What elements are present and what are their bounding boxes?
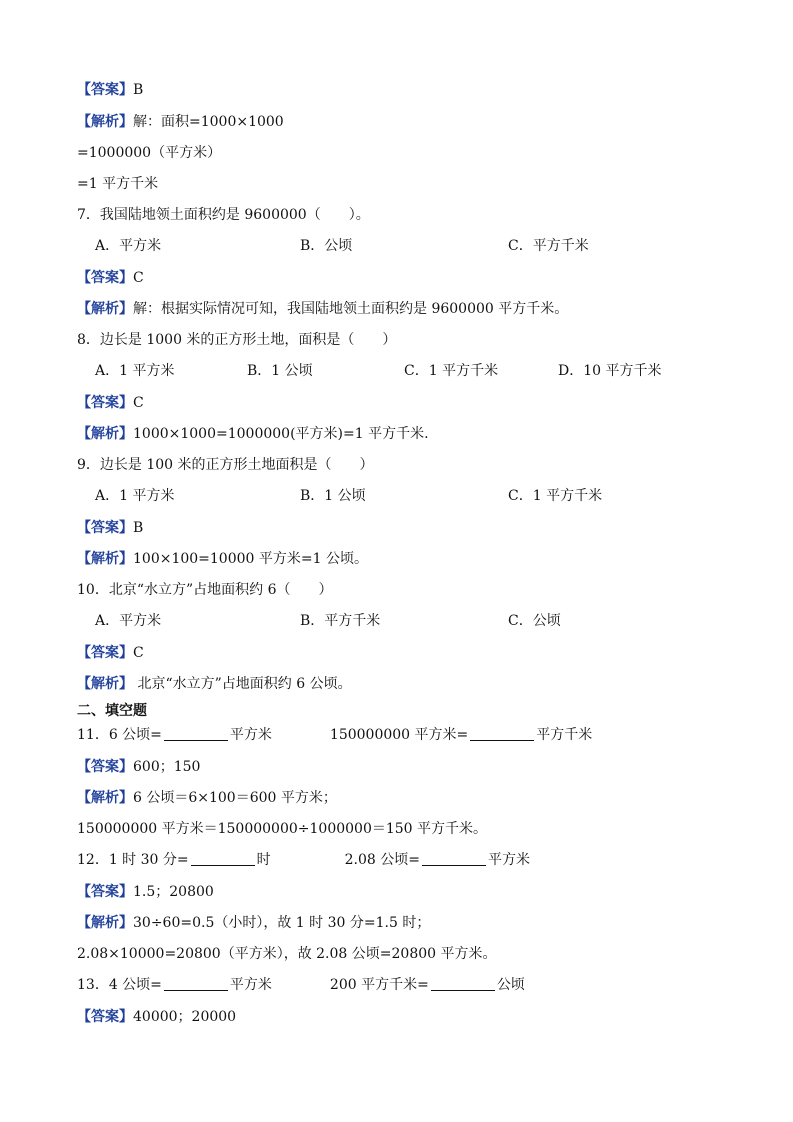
q9-option-b[interactable]: B．1 公顷 bbox=[300, 488, 366, 504]
top-answer: 【答案】B bbox=[77, 82, 144, 98]
q10-analysis: 【解析】 北京“水立方”占地面积约 6 公顷。 bbox=[77, 676, 352, 692]
top-analysis-line3: =1 平方千米 bbox=[77, 176, 159, 192]
q11-blank-1[interactable] bbox=[164, 726, 228, 741]
q10-answer: 【答案】C bbox=[77, 645, 144, 661]
q7-option-b[interactable]: B．公顷 bbox=[300, 238, 353, 254]
q7-option-a[interactable]: A．平方米 bbox=[95, 238, 162, 254]
top-analysis-line2: =1000000（平方米） bbox=[77, 145, 222, 161]
q7-option-c[interactable]: C．平方千米 bbox=[508, 238, 589, 254]
q9-option-c[interactable]: C．1 平方千米 bbox=[508, 488, 603, 504]
q13-blank-2[interactable] bbox=[431, 976, 495, 991]
q12-blank-1[interactable] bbox=[191, 851, 255, 866]
q8-stem: 8．边长是 1000 米的正方形土地，面积是（ ） bbox=[77, 332, 397, 348]
q8-answer: 【答案】C bbox=[77, 395, 144, 411]
q9-option-a[interactable]: A．1 平方米 bbox=[95, 488, 175, 504]
q10-option-a[interactable]: A．平方米 bbox=[95, 613, 162, 629]
q11-stem: 11．6 公顷= 平方米 150000000 平方米= 平方千米 bbox=[77, 727, 593, 743]
q11-answer: 【答案】600；150 bbox=[77, 759, 201, 775]
q7-answer: 【答案】C bbox=[77, 270, 144, 286]
q12-analysis: 【解析】30÷60=0.5（小时），故 1 时 30 分=1.5 时； bbox=[77, 915, 431, 931]
q11-analysis: 【解析】6 公顷＝6×100＝600 平方米； bbox=[77, 790, 337, 806]
q12-stem: 12．1 时 30 分= 时 2.08 公顷= 平方米 bbox=[77, 852, 530, 868]
q12-answer: 【答案】1.5；20800 bbox=[77, 884, 214, 900]
q8-analysis: 【解析】1000×1000=1000000(平方米)=1 平方千米. bbox=[77, 426, 429, 442]
q13-blank-1[interactable] bbox=[164, 976, 228, 991]
q7-stem: 7．我国陆地领土面积约是 9600000（ ）。 bbox=[77, 207, 370, 223]
q8-option-b[interactable]: B．1 公顷 bbox=[247, 363, 313, 379]
section-heading: 二、填空题 bbox=[77, 703, 147, 719]
q12-blank-2[interactable] bbox=[422, 851, 486, 866]
q8-option-a[interactable]: A．1 平方米 bbox=[95, 363, 175, 379]
q9-answer: 【答案】B bbox=[77, 520, 144, 536]
q13-stem: 13．4 公顷= 平方米 200 平方千米= 公顷 bbox=[77, 977, 525, 993]
q9-analysis: 【解析】100×100=10000 平方米=1 公顷。 bbox=[77, 551, 368, 567]
q7-analysis: 【解析】解：根据实际情况可知，我国陆地领土面积约是 9600000 平方千米。 bbox=[77, 301, 569, 317]
q9-stem: 9．边长是 100 米的正方形土地面积是（ ） bbox=[77, 457, 374, 473]
q10-option-c[interactable]: C．公顷 bbox=[508, 613, 561, 629]
q13-answer: 【答案】40000；20000 bbox=[77, 1009, 237, 1025]
q10-option-b[interactable]: B．平方千米 bbox=[300, 613, 381, 629]
top-analysis: 【解析】解：面积=1000×1000 bbox=[77, 114, 284, 130]
q8-option-c[interactable]: C．1 平方千米 bbox=[404, 363, 499, 379]
q10-stem: 10．北京“水立方”占地面积约 6（ ） bbox=[77, 582, 333, 598]
q11-analysis-line2: 150000000 平方米＝150000000÷1000000＝150 平方千米。 bbox=[77, 821, 488, 837]
q12-analysis-line2: 2.08×10000=20800（平方米），故 2.08 公顷=20800 平方米。 bbox=[77, 946, 497, 962]
q8-option-d[interactable]: D．10 平方千米 bbox=[558, 363, 662, 379]
q11-blank-2[interactable] bbox=[470, 726, 534, 741]
